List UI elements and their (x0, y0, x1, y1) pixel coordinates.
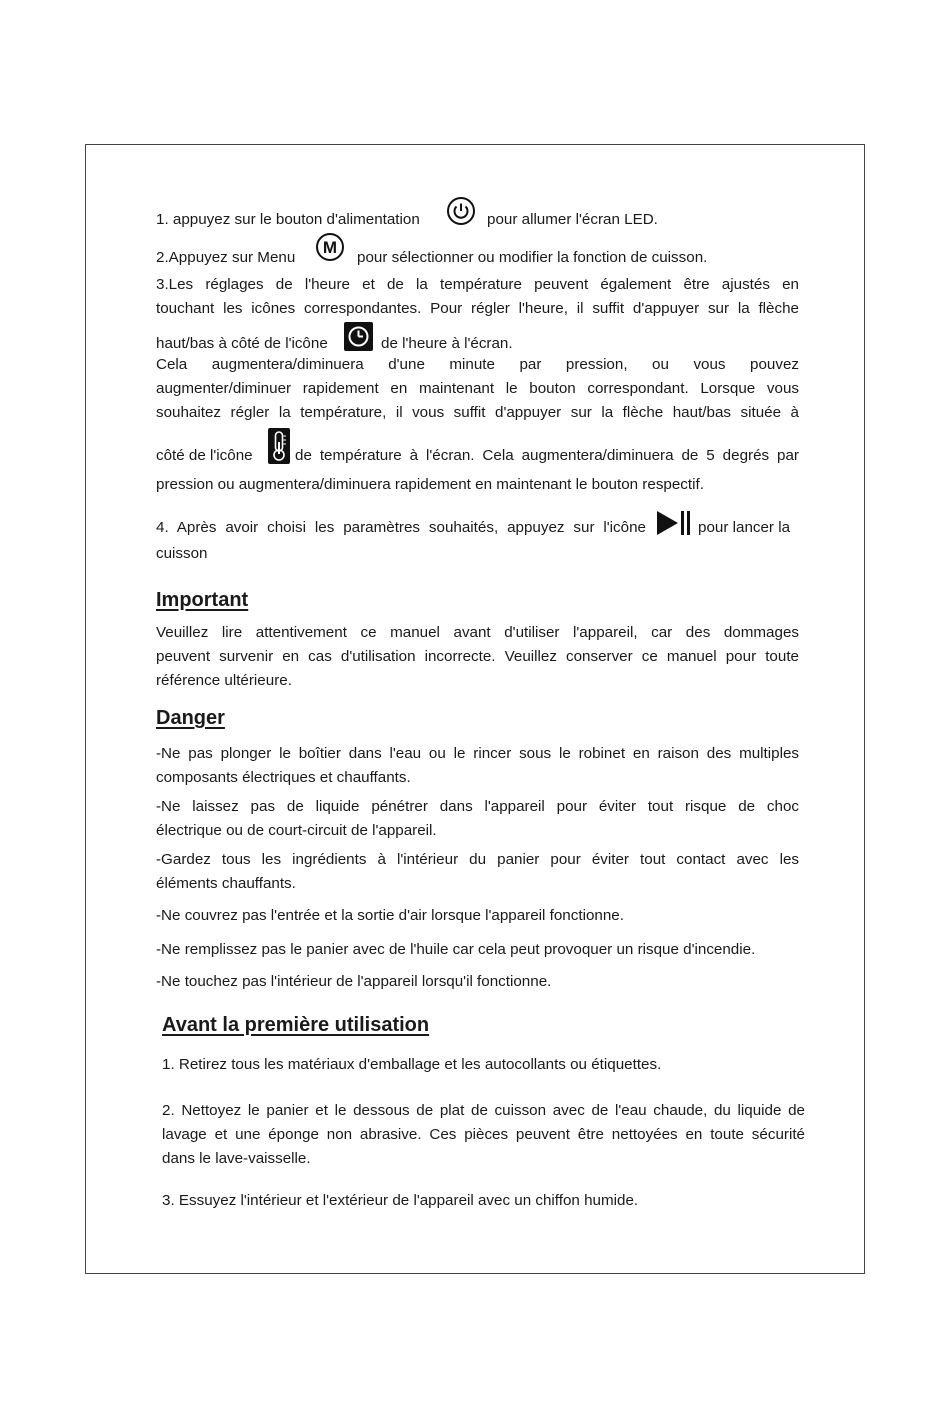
step3-line3-after: de l'heure à l'écran. (381, 335, 513, 352)
danger-heading: Danger (156, 707, 225, 729)
play-pause-icon (656, 510, 692, 536)
danger-item6: -Ne touchez pas l'intérieur de l'appareil lorsqu'il fonctionne. (156, 973, 552, 990)
step3-line7-before: côté de l'icône (156, 447, 253, 464)
step3-line1: 3.Les réglages de l'heure et de la température peuvent également être ajustés en (156, 276, 799, 293)
step3-line5: augmenter/diminuer rapidement en maintenant le bouton correspondant. Lorsque vous (156, 380, 799, 397)
danger-item1-line1: -Ne pas plonger le boîtier dans l'eau ou le rincer sous le robinet en raison des multiples (156, 745, 799, 762)
danger-item5: -Ne remplissez pas le panier avec de l'huile car cela peut provoquer un risque d'incendie. (156, 941, 756, 958)
avant-step1: 1. Retirez tous les matériaux d'emballage et les autocollants ou étiquettes. (162, 1056, 662, 1073)
danger-item3-line2: éléments chauffants. (156, 875, 296, 892)
danger-item3-line1: -Gardez tous les ingrédients à l'intérieur du panier pour éviter tout contact avec les (156, 851, 799, 868)
step3-line3-before: haut/bas à côté de l'icône (156, 335, 328, 352)
danger-item2-line2: électrique ou de court-circuit de l'appareil. (156, 822, 437, 839)
danger-item1-line2: composants électriques et chauffants. (156, 769, 411, 786)
step3-line8: pression ou augmentera/diminuera rapidement en maintenant le bouton respectif. (156, 476, 704, 493)
important-line1: Veuillez lire attentivement ce manuel avant d'utiliser l'appareil, car des dommages (156, 624, 799, 641)
important-line3: référence ultérieure. (156, 672, 292, 689)
important-heading: Important (156, 589, 249, 611)
avant-step2-line2: lavage et une éponge non abrasive. Ces pièces peuvent être nettoyées en toute sécurité (162, 1126, 805, 1143)
avant-step2-line1: 2. Nettoyez le panier et le dessous de plat de cuisson avec de l'eau chaude, du liquide de (162, 1102, 805, 1119)
step3-line2: touchant les icônes correspondantes. Pour régler l'heure, il suffit d'appuyer sur la flèche (156, 300, 799, 317)
power-icon (446, 196, 476, 226)
step1-text-before: 1. appuyez sur le bouton d'alimentation (156, 211, 420, 228)
clock-icon (344, 322, 373, 351)
avant-step2-line3: dans le lave-vaisselle. (162, 1150, 311, 1167)
step1-text-after: pour allumer l'écran LED. (487, 211, 658, 228)
step2-text-before: 2.Appuyez sur Menu (156, 249, 296, 266)
step3-line7-after: de température à l'écran. Cela augmentera/diminuera de 5 degrés par (295, 447, 799, 464)
step4-line2: cuisson (156, 545, 208, 562)
danger-item4: -Ne couvrez pas l'entrée et la sortie d'air lorsque l'appareil fonctionne. (156, 907, 624, 924)
avant-heading: Avant la première utilisation (162, 1014, 430, 1036)
step3-line6: souhaitez régler la température, il vous suffit d'appuyer sur la flèche haut/bas située à (156, 404, 799, 421)
menu-m-icon (315, 232, 345, 262)
step2-text-after: pour sélectionner ou modifier la fonction de cuisson. (357, 249, 708, 266)
step4-line1-after: pour lancer la (698, 519, 791, 536)
step3-line4: Cela augmentera/diminuera d'une minute par pression, ou vous pouvez (156, 356, 799, 373)
danger-item2-line1: -Ne laissez pas de liquide pénétrer dans l'appareil pour éviter tout risque de choc (156, 798, 799, 815)
step4-line1-before: 4. Après avoir choisi les paramètres souhaités, appuyez sur l'icône (156, 519, 646, 536)
avant-step3: 3. Essuyez l'intérieur et l'extérieur de l'appareil avec un chiffon humide. (162, 1192, 639, 1209)
svg-text:M: M (322, 238, 338, 257)
thermometer-icon (268, 428, 290, 464)
important-line2: peuvent survenir en cas d'utilisation incorrecte. Veuillez conserver ce manuel pour toute (156, 648, 799, 665)
